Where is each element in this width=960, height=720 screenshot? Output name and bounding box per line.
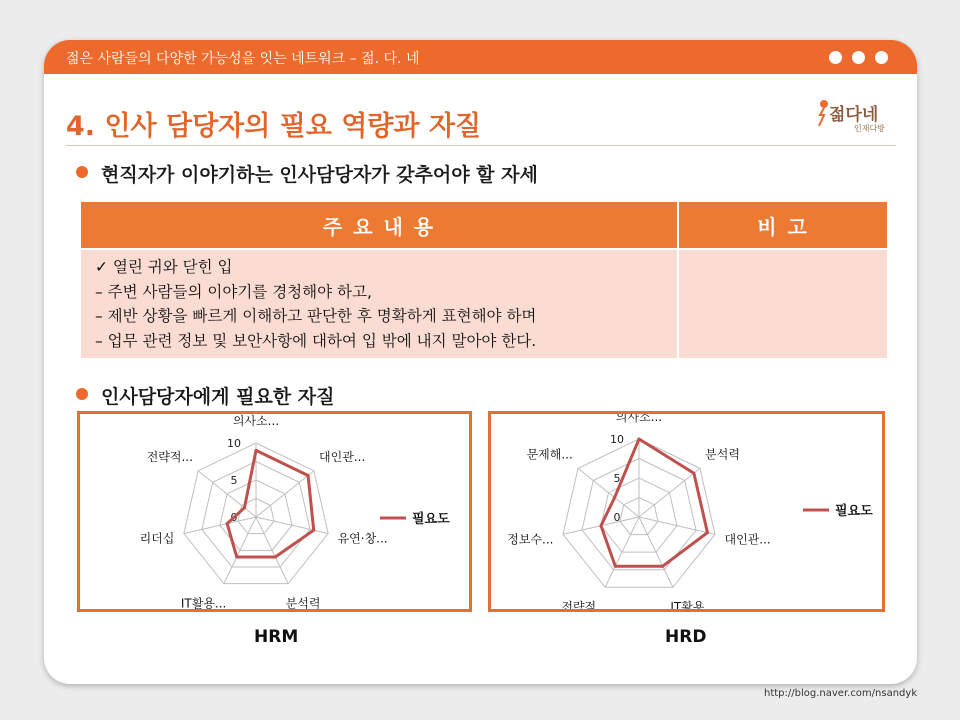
- radar-point: [706, 531, 709, 534]
- microphone-icon: [816, 98, 830, 128]
- radar-chart-hrm: [80, 414, 469, 609]
- radar-point: [599, 524, 602, 527]
- radar-point: [274, 556, 277, 559]
- bullet-icon: [76, 166, 88, 178]
- radar-category-label: 분석력: [285, 596, 321, 609]
- logo: [816, 98, 896, 142]
- radar-point: [613, 496, 616, 499]
- radar-category-label: IT활용...: [180, 596, 227, 609]
- radar-category-label: 전략적...: [561, 600, 608, 609]
- radar-category-label: 정보수...: [507, 532, 554, 547]
- radar-point: [614, 565, 617, 568]
- table-header-content: 주 요 내 용: [81, 202, 677, 248]
- footer-url: http://blog.naver.com/nsandyk: [764, 688, 918, 699]
- radar-category-label: 리더십: [139, 531, 175, 546]
- radar-tick-label: 0: [230, 511, 238, 524]
- table-cell-content: [81, 250, 677, 358]
- radar-tick-label: 10: [610, 433, 624, 446]
- logo-subtext: 인재다방: [854, 124, 885, 133]
- radar-category-label: IT활용...: [670, 600, 716, 609]
- radar-point: [312, 529, 315, 532]
- radar-category-label: 분석력: [705, 447, 740, 462]
- content-line: – 제반 상황을 빠르게 이해하고 판단한 후 명확하게 표현해야 하며: [95, 307, 537, 325]
- window-dot-icon: [875, 51, 888, 64]
- radar-spoke: [184, 517, 256, 533]
- window-dot-icon: [852, 51, 865, 64]
- chart-caption-hrm: HRM: [254, 627, 299, 647]
- radar-spoke: [256, 517, 328, 533]
- radar-chart-hrd: [491, 414, 882, 609]
- chart-hrd-frame: [488, 411, 885, 612]
- radar-category-label: 대인관...: [724, 532, 771, 547]
- radar-spoke: [639, 468, 700, 517]
- content-line: – 업무 관련 정보 및 보안사항에 대하여 입 밖에 내지 말아야 한다.: [95, 331, 537, 350]
- bullet-icon: [76, 388, 88, 400]
- legend-label: 필요도: [412, 512, 450, 527]
- window-dot-icon: [829, 51, 842, 64]
- posture-table: [81, 202, 887, 358]
- radar-tick-label: 5: [613, 472, 621, 485]
- content-line: – 주변 사람들의 이야기를 경청해야 하고,: [95, 282, 372, 301]
- logo-text: 젊다네: [829, 105, 879, 125]
- table-cell-remarks: [679, 250, 887, 358]
- radar-point: [692, 472, 695, 475]
- radar-series-line: [227, 450, 314, 557]
- radar-point: [661, 565, 664, 568]
- radar-category-label: 유연·창...: [337, 531, 388, 546]
- radar-category-label: 의사소...: [615, 414, 663, 424]
- radar-category-label: 전략적...: [146, 450, 193, 465]
- chart-hrm-frame: [77, 411, 472, 612]
- content-lines: [95, 255, 536, 353]
- legend-label: 필요도: [835, 504, 873, 519]
- table-header-remarks: 비 고: [679, 202, 887, 248]
- chart-caption-hrd: HRD: [665, 627, 707, 647]
- radar-category-label: 대인관...: [319, 450, 366, 465]
- radar-tick-label: 5: [230, 474, 238, 487]
- radar-spoke: [256, 471, 314, 517]
- radar-point: [638, 438, 641, 441]
- title-divider: [66, 145, 896, 146]
- content-line: ✓ 열린 귀와 닫힌 입: [95, 258, 233, 276]
- header-bar: [44, 40, 917, 74]
- header-tagline: 젊은 사람들의 다양한 가능성을 잇는 네트워크 – 젊. 다. 네: [66, 51, 420, 67]
- radar-point: [255, 449, 258, 452]
- radar-category-label: 문제해...: [526, 447, 573, 462]
- radar-point: [226, 522, 229, 525]
- radar-point: [235, 556, 238, 559]
- radar-series-line: [601, 439, 707, 566]
- page-title: 4. 인사 담당자의 필요 역량과 자질: [66, 111, 482, 142]
- radar-tick-label: 0: [613, 511, 621, 524]
- slide: [44, 40, 917, 684]
- radar-category-label: 의사소...: [232, 414, 280, 428]
- radar-tick-label: 10: [227, 437, 241, 450]
- radar-point: [243, 506, 246, 509]
- section-heading-qualities: 인사담당자에게 필요한 자질: [101, 386, 335, 408]
- radar-point: [307, 474, 310, 477]
- section-heading-posture: 현직자가 이야기하는 인사담당자가 갖추어야 할 자세: [101, 164, 538, 186]
